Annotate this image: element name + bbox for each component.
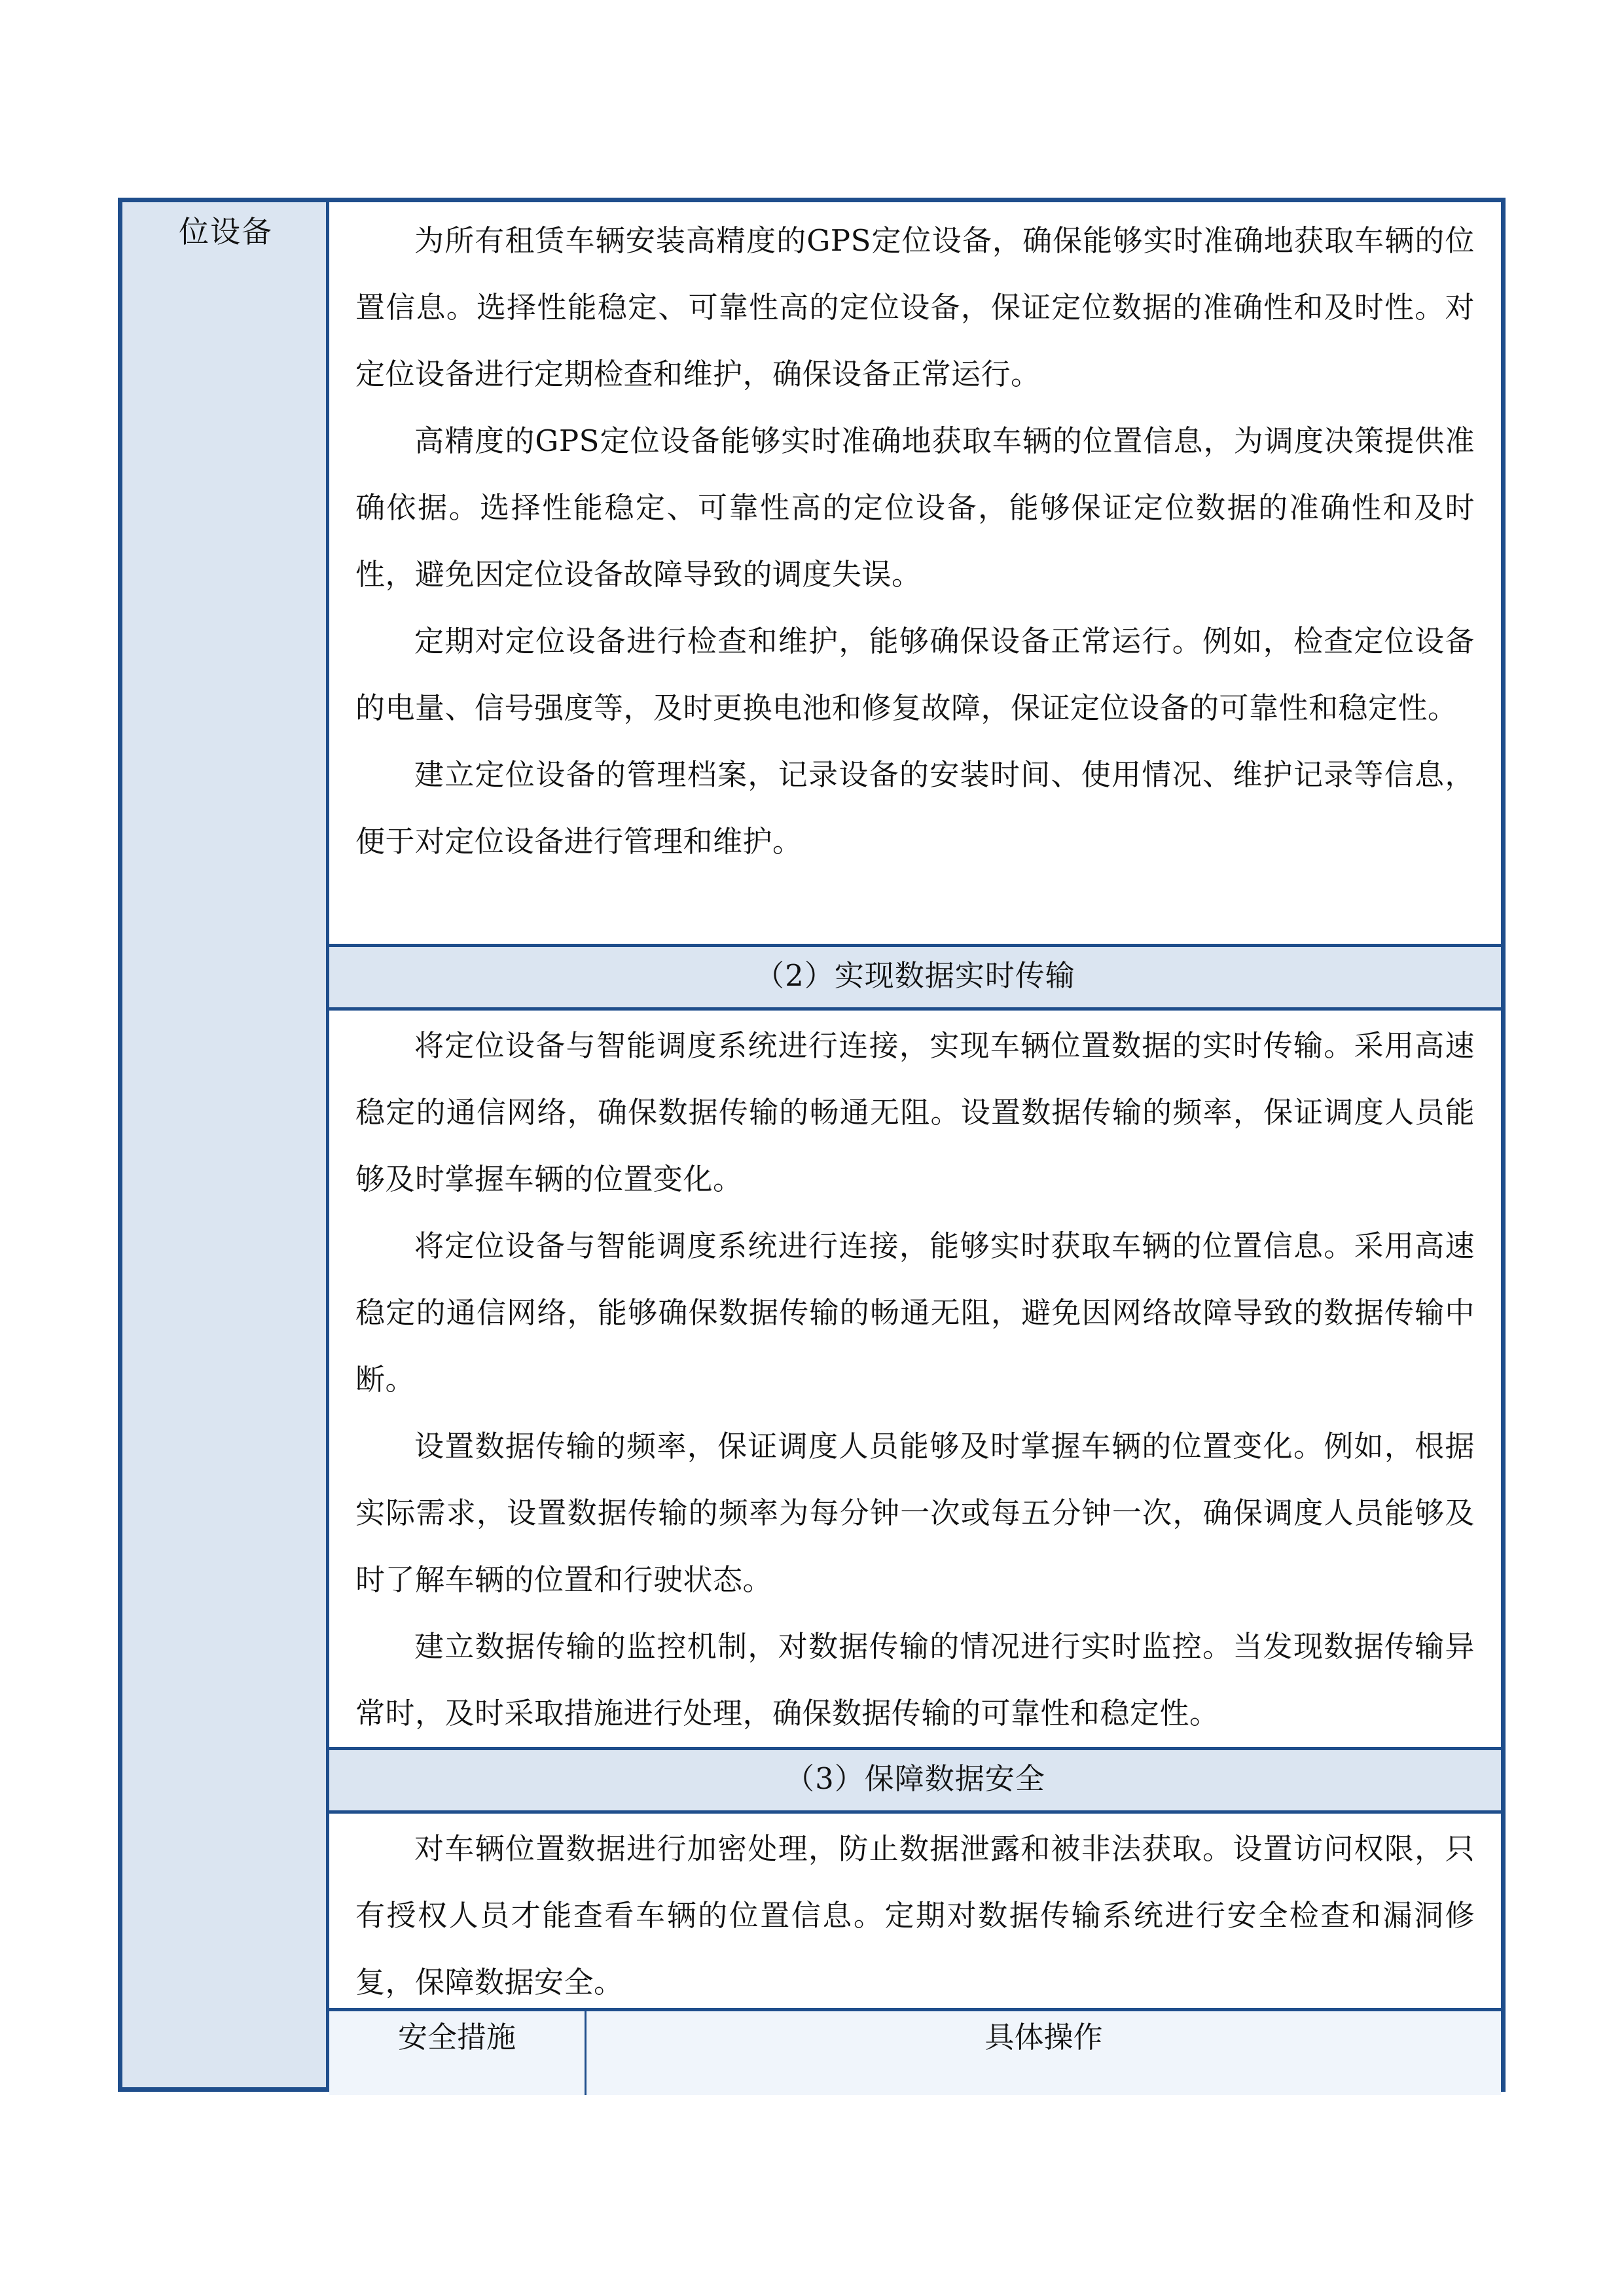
section3-heading: （3）保障数据安全	[329, 1747, 1501, 1814]
section2-body	[329, 1007, 1501, 1747]
paragraph: 建立数据传输的监控机制，对数据传输的情况进行实时监控。当发现数据传输异常时，及时采取措施进行处理，确保数据传输的可靠性和稳定性。	[355, 1629, 1475, 1731]
paragraph: 为所有租赁车辆安装高精度的GPS定位设备，确保能够实时准确地获取车辆的位置信息。选择性能稳定、可靠性高的定位设备，保证定位数据的准确性和及时性。对定位设备进行定期检查和维护，确保设备正常运行。	[355, 223, 1475, 391]
row-label: 位设备	[179, 214, 273, 249]
table-header-operation: 具体操作	[984, 2020, 1103, 2054]
paragraph: 将定位设备与智能调度系统进行连接，实现车辆位置数据的实时传输。采用高速稳定的通信网络，确保数据传输的畅通无阻。设置数据传输的频率，保证调度人员能够及时掌握车辆的位置变化。	[355, 1028, 1475, 1196]
left-label-column	[122, 202, 329, 2087]
paragraph: 定期对定位设备进行检查和维护，能够确保设备正常运行。例如，检查定位设备的电量、信号强度等，及时更换电池和修复故障，保证定位设备的可靠性和稳定性。	[355, 624, 1475, 725]
paragraph: 将定位设备与智能调度系统进行连接，能够实时获取车辆的位置信息。采用高速稳定的通信网络，能够确保数据传输的畅通无阻，避免因网络故障导致的数据传输中断。	[355, 1229, 1475, 1397]
section3-body	[329, 1810, 1501, 2016]
paragraph: 建立定位设备的管理档案，记录设备的安装时间、使用情况、维护记录等信息，便于对定位设备进行管理和维护。	[355, 757, 1475, 859]
section2-heading: （2）实现数据实时传输	[329, 944, 1501, 1011]
paragraph: 高精度的GPS定位设备能够实时准确地获取车辆的位置信息，为调度决策提供准确依据。选择性能稳定、可靠性高的定位设备，能够保证定位数据的准确性和及时性，避免因定位设备故障导致的调度失误。	[355, 423, 1475, 592]
paragraph: 设置数据传输的频率，保证调度人员能够及时掌握车辆的位置变化。例如，根据实际需求，设置数据传输的频率为每分钟一次或每五分钟一次，确保调度人员能够及时了解车辆的位置和行驶状态。	[355, 1429, 1475, 1597]
security-table-header-row	[329, 2008, 1501, 2095]
right-content-column	[329, 202, 1501, 2087]
section1-body	[329, 202, 1501, 875]
paragraph: 对车辆位置数据进行加密处理，防止数据泄露和被非法获取。设置访问权限，只有授权人员才能查看车辆的位置信息。定期对数据传输系统进行安全检查和漏洞修复，保障数据安全。	[355, 1831, 1475, 2000]
table-header-measure: 安全措施	[329, 2011, 586, 2095]
content-table-frame	[118, 198, 1506, 2092]
